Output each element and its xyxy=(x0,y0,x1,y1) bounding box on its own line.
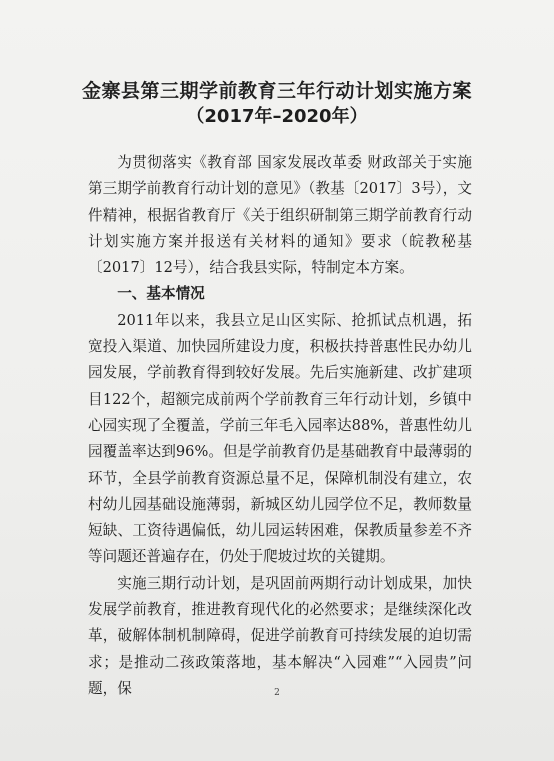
section-heading-basic-situation: 一、基本情况 xyxy=(117,285,205,303)
document-subtitle: （2017年–2020年） xyxy=(186,106,368,127)
page-number: 2 xyxy=(274,688,280,698)
document-body xyxy=(88,150,472,702)
intro-paragraph: 为贯彻落实《教育部 国家发展改革委 财政部关于实施第三期学前教育行动计划的意见》（教基〔2017〕3号），文件精神，根据省教育厅《关于组织研制第三期学前教育行动计划实施方案并报送有关材料的通知》要求（皖教秘基〔2017〕12号），结合我县实际，特制定本方案。 xyxy=(88,154,472,277)
section-paragraph: 实施三期行动计划，是巩固前两期行动计划成果，加快发展学前教育，推进教育现代化的必然要求；是继续深化改革，破解体制机制障碍，促进学前教育可持续发展的迫切需求；是推动二孩政策落地，基本解决“入园难”“入园贵”问题，保 xyxy=(88,574,472,697)
document-title: 金寨县第三期学前教育三年行动计划实施方案 xyxy=(81,80,472,102)
section-paragraph: 2011年以来，我县立足山区实际、抢抓试点机遇，拓宽投入渠道、加快园所建设力度，积极扶持普惠性民办幼儿园发展，学前教育得到较好发展。先后实施新建、改扩建项目122个，超额完成前两个学前教育三年行动计划，乡镇中心园实现了全覆盖，学前三年毛入园率达88%，普惠性幼儿园覆盖率达到96%。但是学前教育仍是基础教育中最薄弱的环节，全县学前教育资源总量不足，保障机制没有建立，农村幼儿园基础设施薄弱，新城区幼儿园学位不足，教师数量短缺、工资待遇偏低，幼儿园运转困难，保教质量参差不齐等问题还普遍存在，仍处于爬坡过坎的关键期。 xyxy=(88,311,472,566)
